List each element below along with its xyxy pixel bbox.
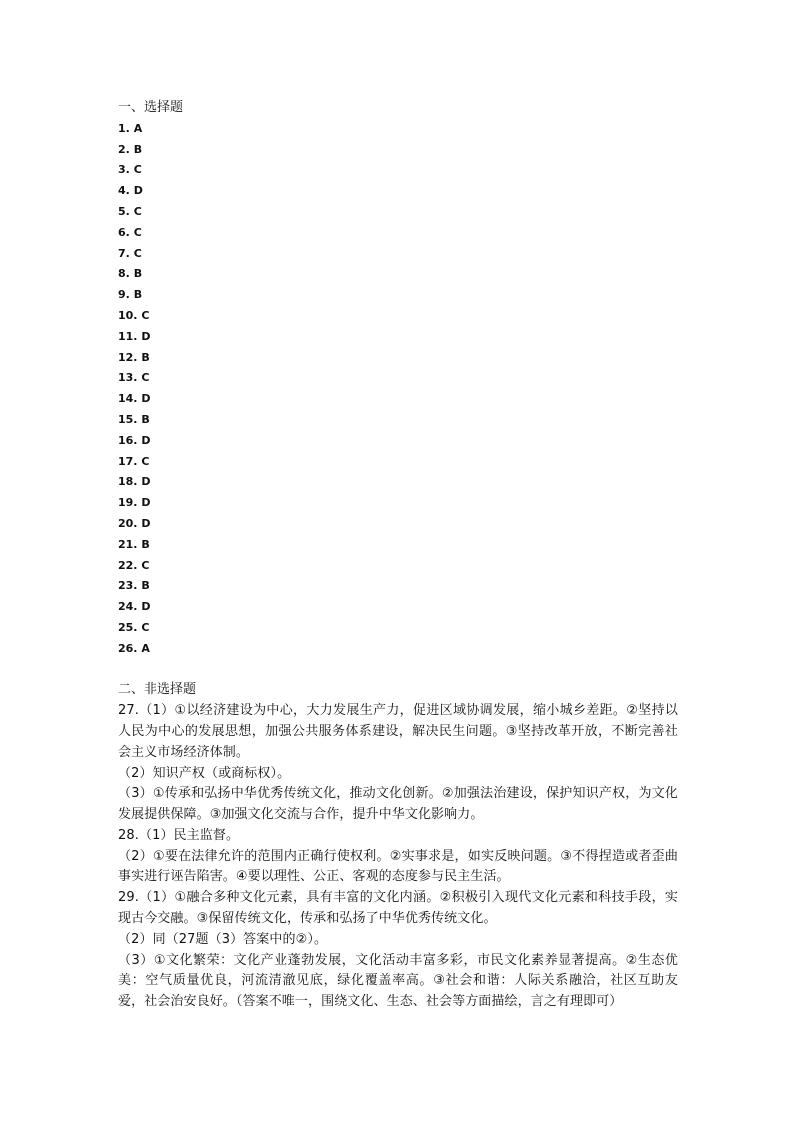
answer-item xyxy=(118,244,678,265)
question-number: 15. xyxy=(118,412,138,426)
answer-letter: C xyxy=(133,163,142,177)
answer-letter: D xyxy=(141,475,151,489)
answer-letter: B xyxy=(133,142,143,156)
question-number: 20. xyxy=(118,516,138,530)
answer-letter: C xyxy=(141,308,150,322)
question-number: 4. xyxy=(118,184,130,198)
question-number: 22. xyxy=(118,558,138,572)
answer-letter: D xyxy=(141,496,151,510)
question-number: 13. xyxy=(118,371,138,385)
question-number: 9. xyxy=(118,288,130,302)
answer-letter: B xyxy=(133,267,143,281)
answer-item xyxy=(118,618,678,639)
answer-item xyxy=(118,368,678,389)
answer-item xyxy=(118,285,678,306)
answer-item xyxy=(118,472,678,493)
answer-item xyxy=(118,493,678,514)
answer-letter: D xyxy=(141,329,151,343)
question-number: 26. xyxy=(118,641,138,655)
answer-item xyxy=(118,202,678,223)
answer-key-document xyxy=(118,98,678,1013)
question-number: 8. xyxy=(118,267,130,281)
answer-paragraph: 27.（1）①以经济建设为中心，大力发展生产力，促进区域协调发展，缩小城乡差距。②坚持以人民为中心的发展思想，加强公共服务体系建设，解决民生问题。③坚持改革开放，不断完善社会主义市场经济体制。 xyxy=(118,703,678,760)
question-number: 17. xyxy=(118,454,138,468)
answer-item xyxy=(118,264,678,285)
answer-item xyxy=(118,452,678,473)
answer-item xyxy=(118,119,678,140)
answer-item xyxy=(118,431,678,452)
answer-paragraph: （3）①文化繁荣：文化产业蓬勃发展，文化活动丰富多彩，市民文化素养显著提高。②生态优美：空气质量优良，河流清澈见底，绿化覆盖率高。③社会和谐：人际关系融洽，社区互助友爱，社会治安良好。（答案不唯一，围绕文化、生态、社会等方面描绘，言之有理即可） xyxy=(118,952,678,1010)
answer-letter: C xyxy=(141,558,150,572)
answer-letter: B xyxy=(133,288,143,302)
answer-item xyxy=(118,160,678,181)
answer-item xyxy=(118,556,678,577)
answer-item xyxy=(118,597,678,618)
answer-paragraph: 29.（1）①融合多种文化元素，具有丰富的文化内涵。②积极引入现代文化元素和科技手段，实现古今交融。③保留传统文化，传承和弘扬了中华优秀传统文化。 xyxy=(118,890,678,927)
answer-item xyxy=(118,223,678,244)
section-title-non-choice: 二、非选择题 xyxy=(118,682,197,698)
answer-item xyxy=(118,535,678,556)
answer-letter: D xyxy=(141,516,151,530)
answer-item xyxy=(118,140,678,161)
answer-letter: B xyxy=(141,537,150,551)
answer-letter: B xyxy=(141,412,150,426)
answer-paragraph: （2）①要在法律允许的范围内正确行使权利。②实事求是，如实反映问题。③不得捏造或者歪曲事实进行诬告陷害。④要以理性、公正、客观的态度参与民主生活。 xyxy=(118,848,678,885)
question-number: 19. xyxy=(118,496,138,510)
question-number: 16. xyxy=(118,433,138,447)
answer-item xyxy=(118,306,678,327)
section-gap xyxy=(118,660,678,681)
question-number: 14. xyxy=(118,392,138,406)
answer-letter: C xyxy=(133,204,142,218)
section-title-multiple-choice: 一、选择题 xyxy=(118,100,184,115)
answer-paragraph: （2）同（27题（3）答案中的②）。 xyxy=(118,931,328,947)
question-number: 12. xyxy=(118,350,138,364)
question-number: 7. xyxy=(118,246,130,260)
answer-paragraph: 28.（1）民主监督。 xyxy=(118,827,240,843)
answer-letter: B xyxy=(141,350,150,364)
question-number: 21. xyxy=(118,537,138,551)
question-number: 24. xyxy=(118,600,138,614)
answer-letter: C xyxy=(133,246,142,260)
answer-letter: C xyxy=(133,225,142,239)
answer-paragraph: （2）知识产权（或商标权）。 xyxy=(118,765,291,781)
answer-item xyxy=(118,514,678,535)
question-number: 3. xyxy=(118,163,130,177)
answer-item xyxy=(118,327,678,348)
answer-letter: C xyxy=(141,620,150,634)
question-number: 23. xyxy=(118,579,138,593)
answer-letter: A xyxy=(133,121,143,135)
non-choice-answers xyxy=(118,701,678,1013)
question-number: 10. xyxy=(118,308,138,322)
answer-item xyxy=(118,410,678,431)
answer-letter: C xyxy=(141,371,150,385)
answer-list xyxy=(118,119,678,660)
question-number: 5. xyxy=(118,204,130,218)
question-number: 11. xyxy=(118,329,138,343)
answer-item xyxy=(118,389,678,410)
question-number: 25. xyxy=(118,620,138,634)
question-number: 18. xyxy=(118,475,138,489)
question-number: 1. xyxy=(118,121,130,135)
question-number: 6. xyxy=(118,225,130,239)
answer-item xyxy=(118,181,678,202)
answer-letter: B xyxy=(141,579,150,593)
answer-letter: D xyxy=(141,600,151,614)
question-number: 2. xyxy=(118,142,130,156)
answer-letter: D xyxy=(133,184,143,198)
answer-letter: C xyxy=(141,454,150,468)
answer-letter: D xyxy=(141,433,151,447)
answer-item xyxy=(118,639,678,660)
answer-paragraph: （3）①传承和弘扬中华优秀传统文化，推动文化创新。②加强法治建设，保护知识产权，为文化发展提供保障。③加强文化交流与合作，提升中华文化影响力。 xyxy=(118,786,678,823)
answer-letter: D xyxy=(141,392,151,406)
answer-item xyxy=(118,576,678,597)
answer-letter: A xyxy=(141,641,150,655)
answer-item xyxy=(118,348,678,369)
